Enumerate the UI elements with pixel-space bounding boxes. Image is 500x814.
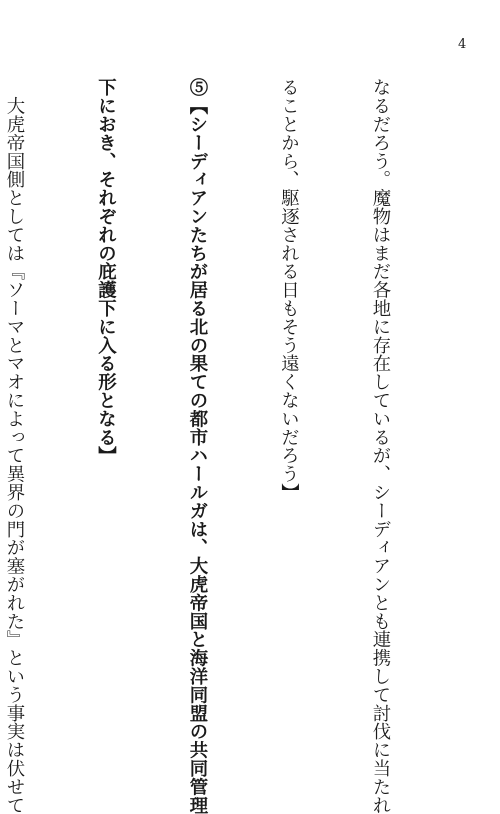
page-number: 4: [458, 37, 467, 52]
text-line: なるだろう。魔物はまだ各地に存在しているが、シーディアンとも連携して討伐に当たれ: [370, 78, 391, 814]
text-line: 大虎帝国側としては『ソーマとマオによって異界の門が塞がれた』という事実は伏せて: [4, 78, 25, 814]
body-text: [0, 78, 456, 814]
text-line-bold: ⑤【シーディアンたちが居る北の果ての都市ハールガは、大虎帝国と海洋同盟の共同管理: [187, 78, 208, 814]
text-line: ることから、駆逐される日もそう遠くないだろう】: [278, 78, 300, 502]
text-line-bold: 下におき、それぞれの庇護下に入る形となる】: [95, 78, 117, 465]
